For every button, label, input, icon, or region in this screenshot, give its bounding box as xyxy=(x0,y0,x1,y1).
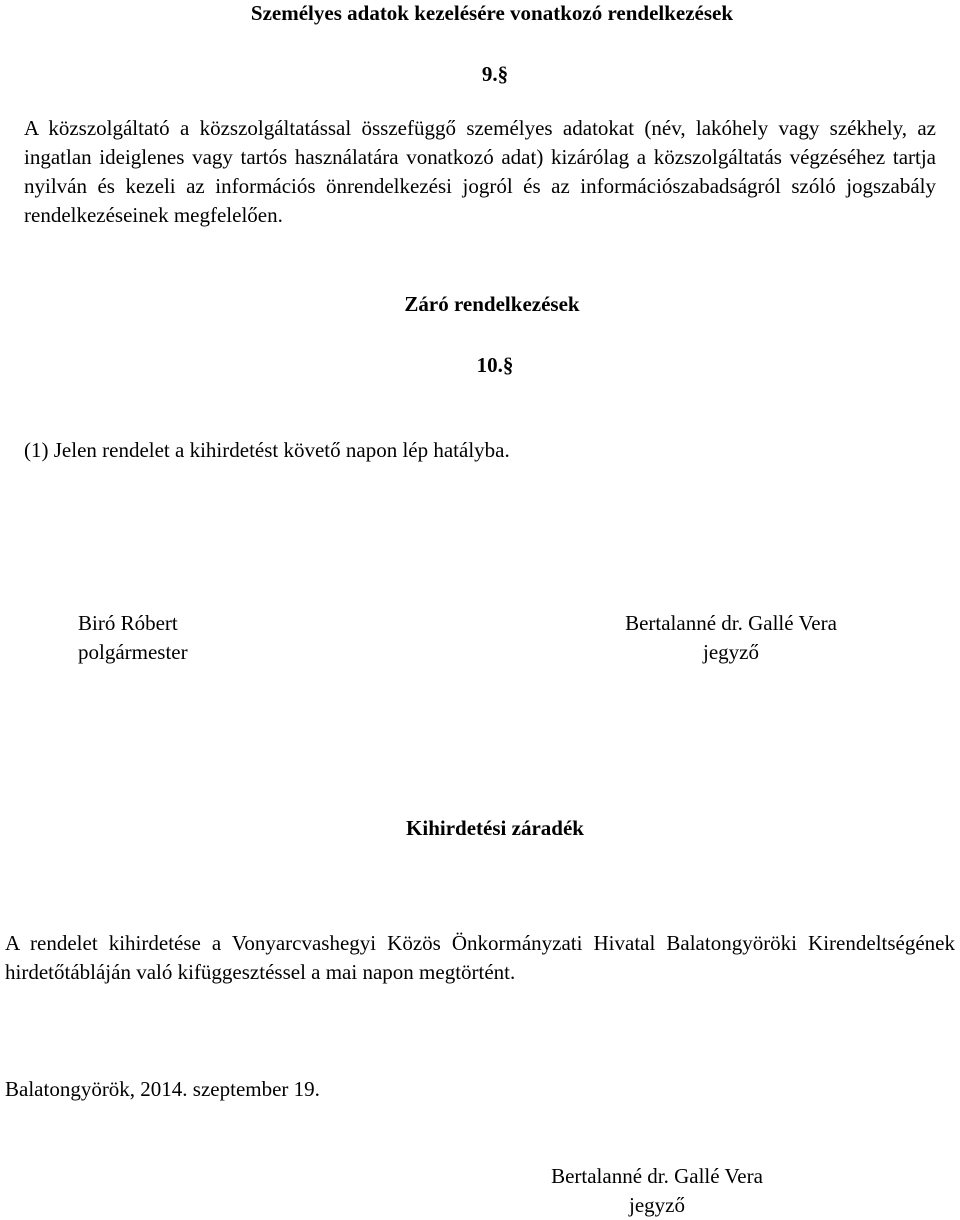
signature-name-notary: Bertalanné dr. Gallé Vera xyxy=(625,611,837,635)
signature-title-bottom: jegyző xyxy=(629,1193,685,1217)
signature-block-notary xyxy=(600,609,862,667)
heading-personal-data: Személyes adatok kezelésére vonatkozó rendelkezések xyxy=(250,1,734,25)
section-9-paragraph: A közszolgáltató a közszolgáltatással összefüggő személyes adatokat (név, lakóhely vagy székhely, az ingatlan ideiglenes vagy tartós használatára vonatkozó adat) kizárólag a közszolgáltatás végzéséhez tartja nyilván és kezeli az információs önrendelkezési jogról és az információszabadságról szóló jogszabály rendelkezéseinek megfelelően. xyxy=(24,116,936,227)
signature-block-bottom xyxy=(526,1162,788,1220)
section-9-number: 9.§ xyxy=(481,62,509,86)
signature-title-notary: jegyző xyxy=(703,640,759,664)
place-date-line: Balatongyörök, 2014. szeptember 19. xyxy=(5,1077,320,1101)
section-10-paragraph: (1) Jelen rendelet a kihirdetést követő napon lép hatályba. xyxy=(24,438,510,462)
section-10-number: 10.§ xyxy=(476,353,514,377)
signature-name-bottom: Bertalanné dr. Gallé Vera xyxy=(551,1164,763,1188)
heading-announcement-clause: Kihirdetési záradék xyxy=(406,816,584,840)
signature-name-mayor: Biró Róbert xyxy=(78,611,178,635)
signature-title-mayor: polgármester xyxy=(78,640,188,664)
announcement-paragraph: A rendelet kihirdetése a Vonyarcvashegyi Közös Önkormányzati Hivatal Balatongyöröki Kirendeltségének hirdetőtábláján való kifüggesztéssel a mai napon megtörtént. xyxy=(5,931,955,984)
signature-block-mayor xyxy=(78,609,188,667)
heading-final-provisions: Záró rendelkezések xyxy=(404,292,580,316)
